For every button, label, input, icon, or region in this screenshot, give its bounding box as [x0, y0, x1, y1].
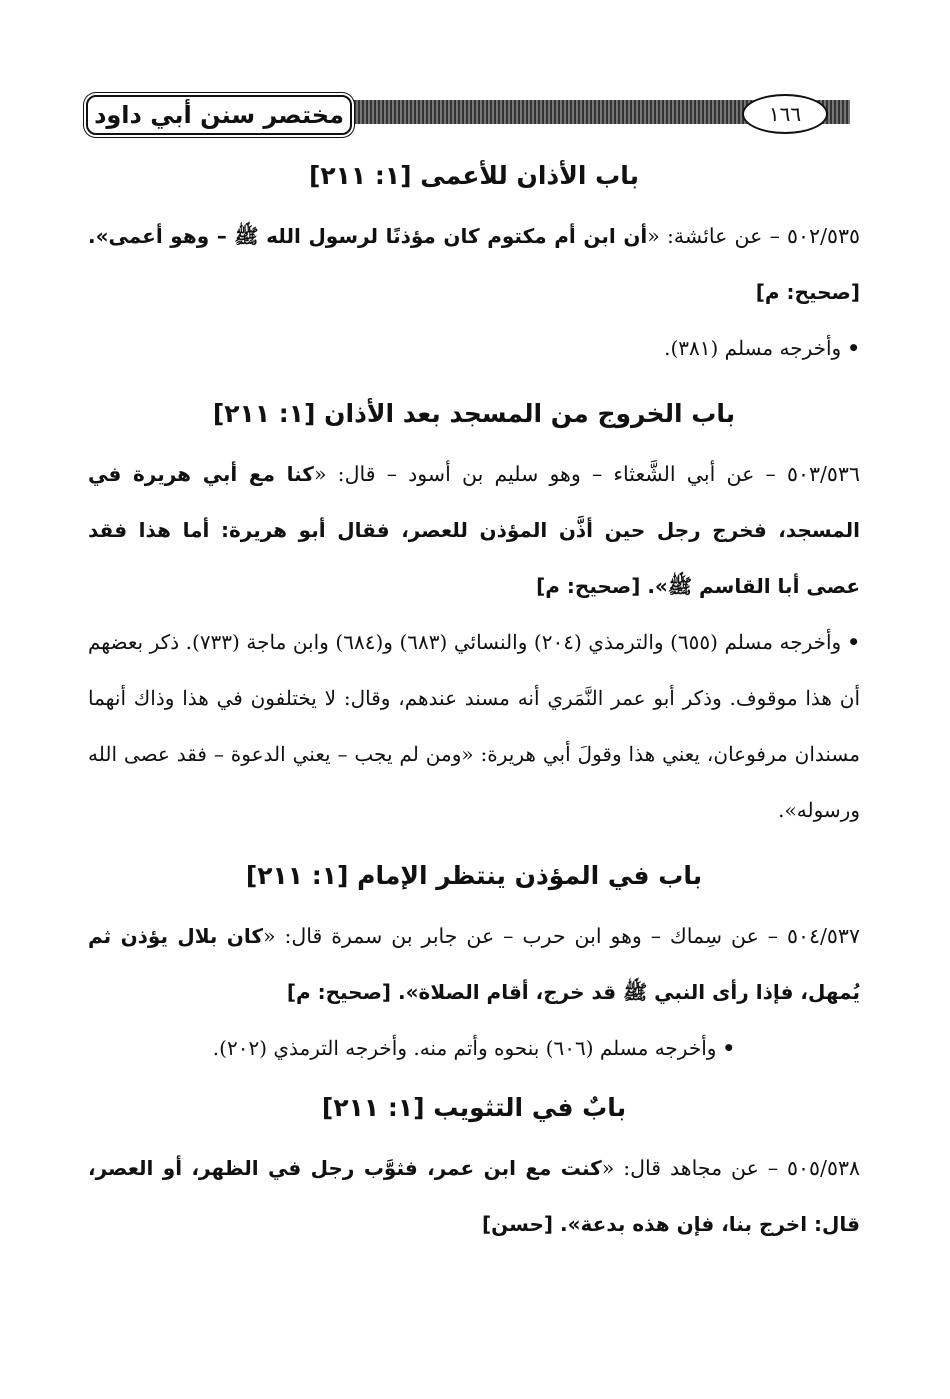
- takhrij-note: [88, 614, 860, 838]
- chapter-title: باب الخروج من المسجد بعد الأذان [١: ٢١١]: [212, 399, 736, 428]
- hadith-chain: عن عائشة: «: [647, 224, 763, 248]
- book-title-box: [86, 95, 352, 135]
- page-number: ١٦٦: [768, 102, 802, 126]
- chapter-title: بابٌ في التثويب [١: ٢١١]: [321, 1093, 627, 1122]
- hadith-text: كنت مع ابن عمر، فثوَّب رجل في الظهر، أو العصر، قال: اخرج بنا، فإن هذه بدعة». [حسن]: [88, 1156, 860, 1236]
- note-text: وأخرجه مسلم (٦٠٦) بنحوه وأتم منه. وأخرجه الترمذي (٢٠٢).: [212, 1036, 717, 1060]
- chapter-title: باب الأذان للأعمى [١: ٢١١]: [308, 161, 640, 190]
- chapter-title: باب في المؤذن ينتظر الإمام [١: ٢١١]: [245, 861, 703, 890]
- hadith-chain: عن سِماك – وهو ابن حرب – عن جابر بن سمرة قال: «: [262, 924, 759, 948]
- hadith-paragraph: [88, 446, 860, 614]
- hadith-text: أن ابن أم مكتوم كان مؤذنًا لرسول الله ﷺ – وهو أعمى». [صحيح: م]: [88, 224, 860, 304]
- hadith-text: كان بلال يؤذن ثم يُمهل، فإذا رأى النبي ﷺ قد خرج، أقام الصلاة». [صحيح: م]: [88, 924, 860, 1004]
- hadith-number: ٥٠٥/٥٣٨ –: [767, 1156, 860, 1180]
- page-number-oval: [742, 94, 828, 134]
- page-header: [80, 92, 860, 142]
- bullet-icon: •: [847, 630, 861, 654]
- note-text: وأخرجه مسلم (٣٨١).: [664, 336, 842, 360]
- hadith-chain: عن أبي الشَّعثاء – وهو سليم بن أسود – قال: «: [313, 462, 755, 486]
- book-title: مختصر سنن أبي داود: [94, 101, 344, 129]
- hadith-chain: عن مجاهد قال: «: [601, 1156, 759, 1180]
- hadith-paragraph: [88, 908, 860, 1020]
- bullet-icon: •: [722, 1036, 736, 1060]
- hadith-paragraph: [88, 208, 860, 320]
- hadith-paragraph: [88, 1140, 860, 1252]
- hadith-number: ٥٠٤/٥٣٧ –: [767, 924, 860, 948]
- takhrij-note: [88, 320, 860, 376]
- hadith-text: كنا مع أبي هريرة في المسجد، فخرج رجل حين أذَّن المؤذن للعصر، فقال أبو هريرة: أما هذا فقد عصى أبا القاسم ﷺ». [صحيح: م]: [88, 462, 860, 598]
- hadith-number: ٥٠٣/٥٣٦ –: [765, 462, 860, 486]
- bullet-icon: •: [847, 336, 860, 360]
- takhrij-note: [88, 1020, 860, 1076]
- hadith-number: ٥٠٢/٥٣٥ –: [769, 224, 861, 248]
- note-text: وأخرجه مسلم (٦٥٥) والترمذي (٢٠٤) والنسائي (٦٨٣) و(٦٨٤) وابن ماجة (٧٣٣). ذكر بعضهم أن هذا موقوف. وذكر أبو عمر النَّمَري أنه مسند عندهم، وقال: لا يختلفون في هذا وذاك أنهما مسندان مرفوعان، يعني هذا وقولَ أبي هريرة: «ومن لم يجب – يعني الدعوة – فقد عصى الله ورسوله».: [88, 630, 860, 822]
- page-content: [88, 150, 860, 1252]
